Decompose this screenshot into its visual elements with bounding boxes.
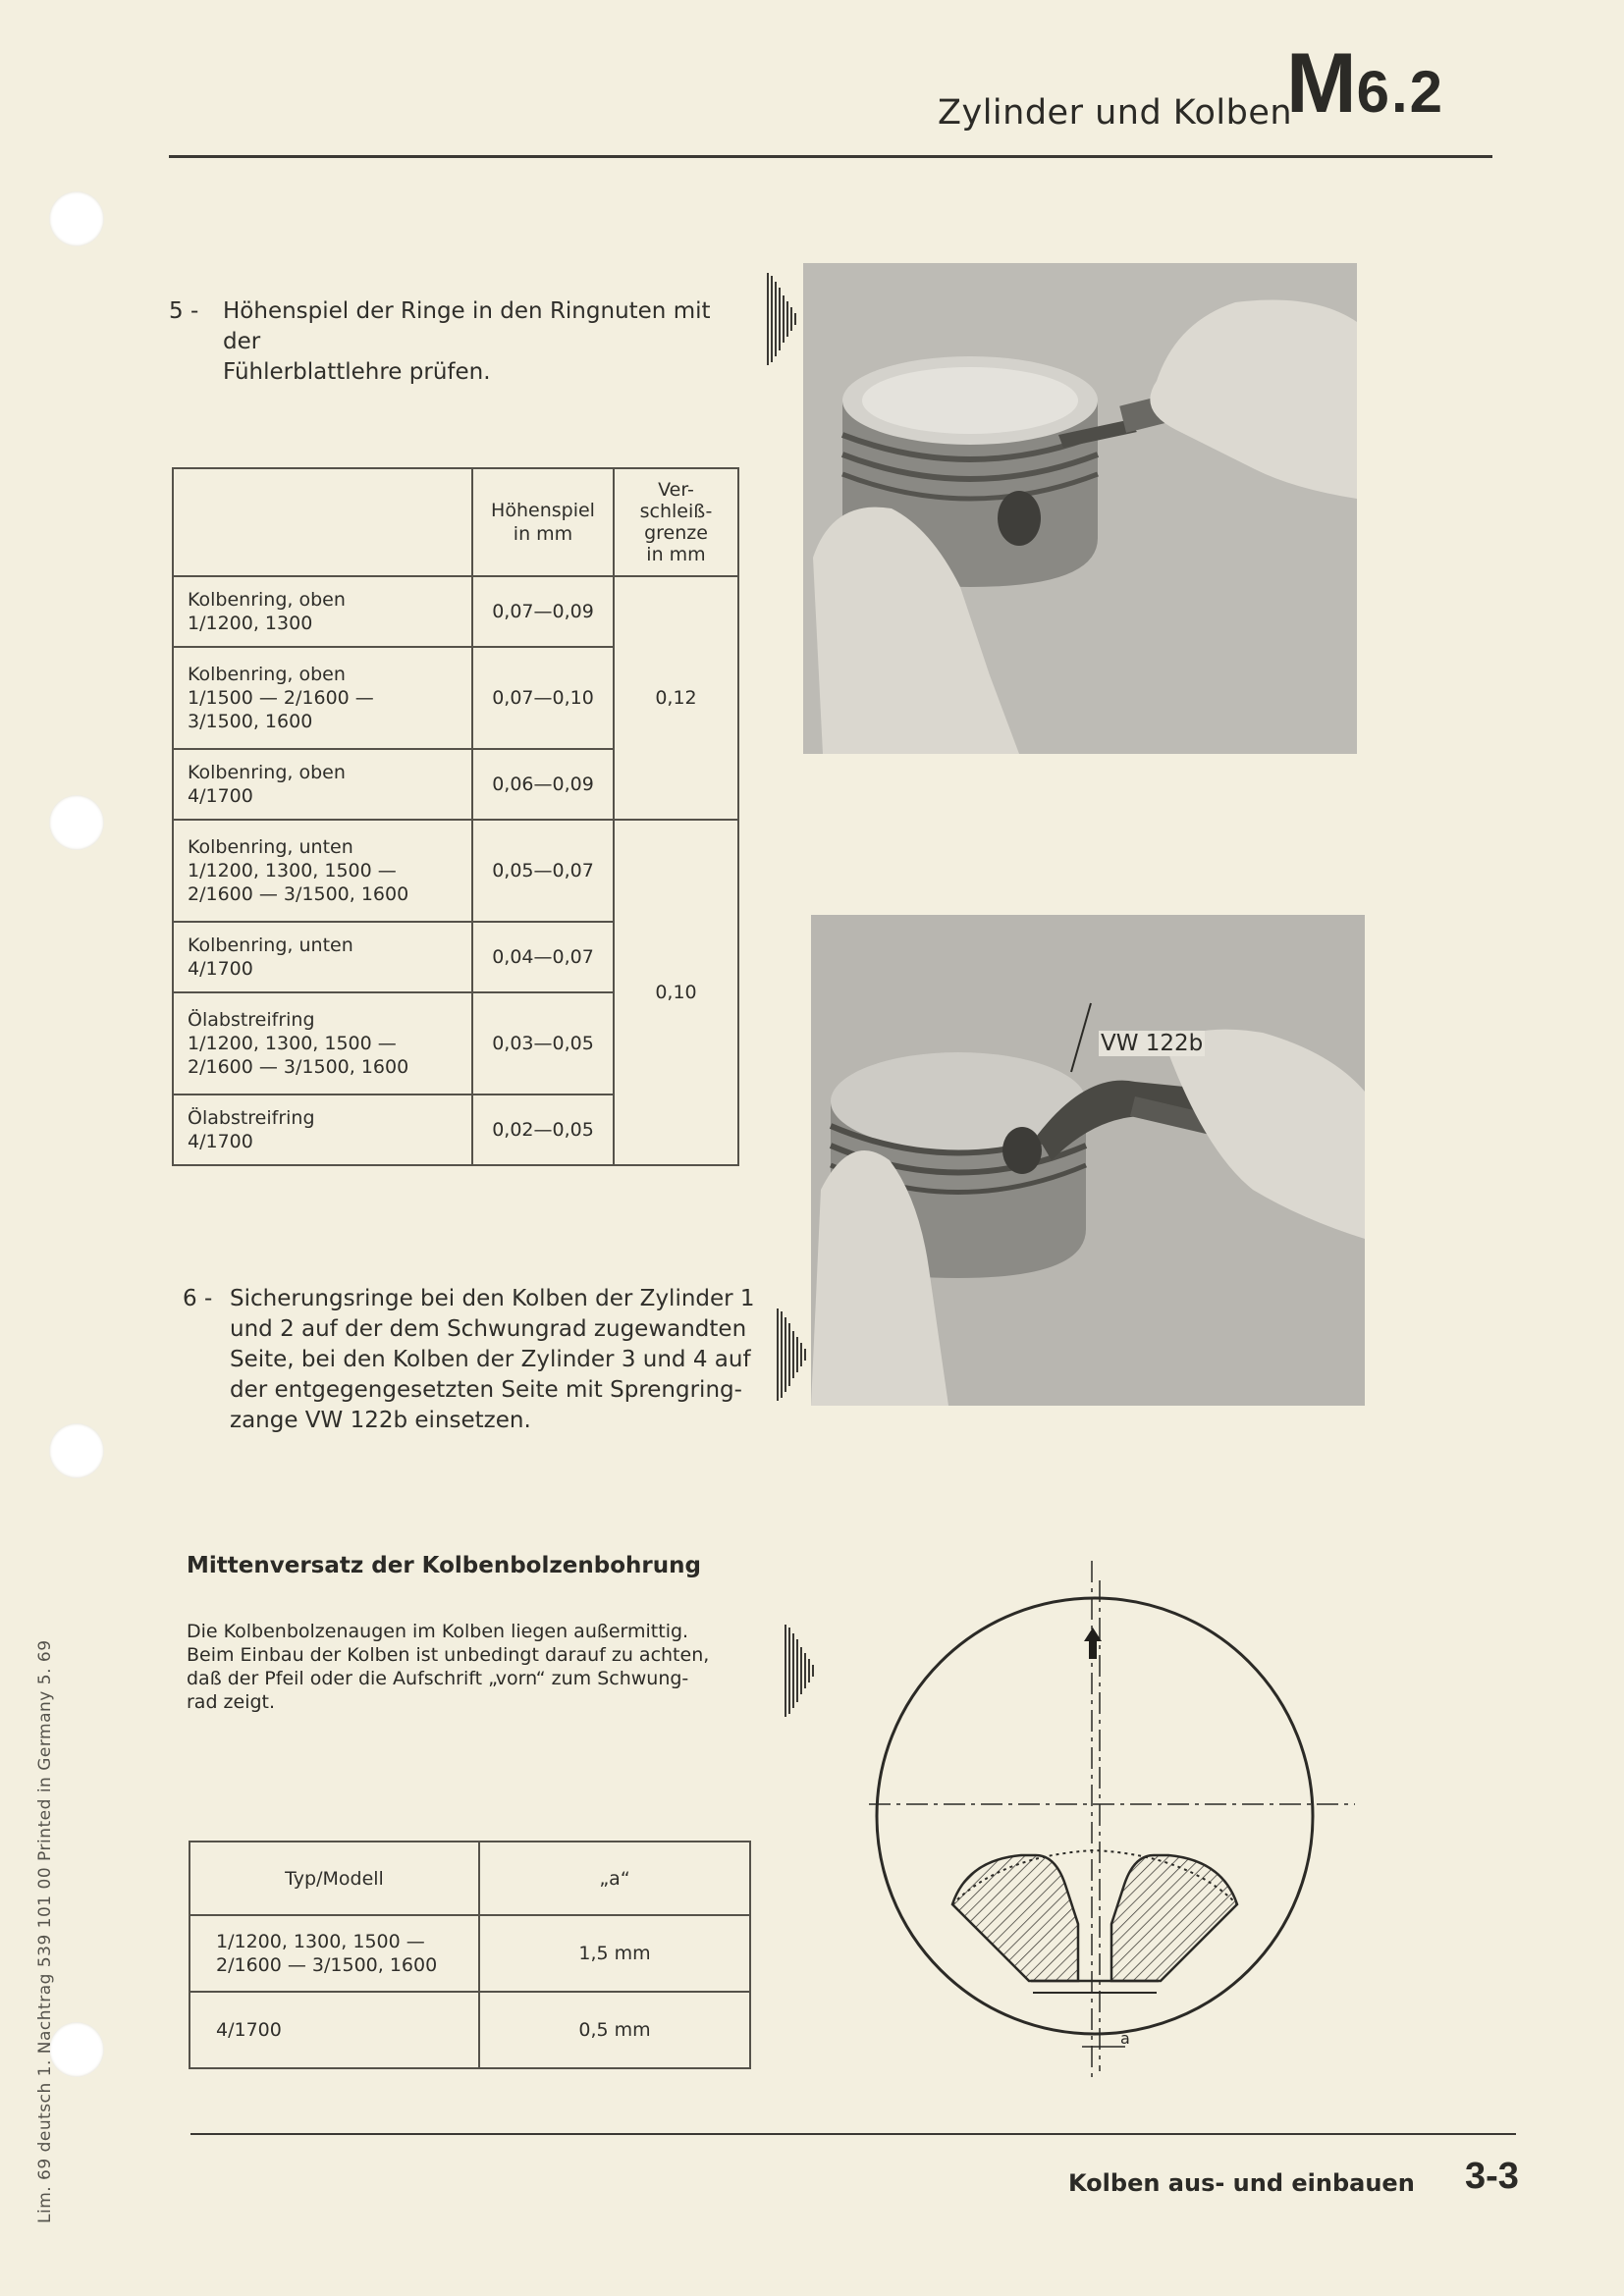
step-line: Fühlerblattlehre prüfen. bbox=[223, 359, 491, 385]
pointer-arrow-icon bbox=[766, 270, 801, 368]
section-code bbox=[1286, 36, 1445, 131]
table-row: 1/1200, 1300, 1500 — 2/1600 — 3/1500, 1600 1,5 mm bbox=[189, 1915, 750, 1992]
table-row: Ölabstreifring 4/1700 0,02—0,05 bbox=[173, 1095, 738, 1165]
col-header-wear-limit: Ver- schleiß- grenze in mm bbox=[614, 468, 738, 576]
page-title: Zylinder und Kolben bbox=[938, 93, 1293, 133]
table-row: Kolbenring, oben 1/1200, 1300 0,07—0,09 0,12 bbox=[173, 576, 738, 647]
wear-limit-cell: 0,12 bbox=[614, 576, 738, 820]
footer-title: Kolben aus- und einbauen bbox=[1068, 2169, 1415, 2197]
step-line: zange VW 122b einsetzen. bbox=[230, 1408, 531, 1433]
col-header-a: „a“ bbox=[479, 1842, 750, 1915]
punch-hole bbox=[49, 191, 104, 246]
section-heading: Mittenversatz der Kolbenbolzenbohrung bbox=[187, 1553, 701, 1578]
step-line: Sicherungsringe bei den Kolben der Zylinder 1 bbox=[230, 1286, 755, 1311]
step-number: 5 - bbox=[169, 298, 199, 324]
table-row: Kolbenring, oben 1/1500 — 2/1600 — 3/1500, 1600 0,07—0,10 bbox=[173, 647, 738, 749]
print-info-vertical: Lim. 69 deutsch 1. Nachtrag 539 101 00 Printed in Germany 5. 69 bbox=[35, 1639, 55, 2223]
piston-feeler-gauge-illustration bbox=[803, 263, 1357, 754]
table-corner bbox=[173, 468, 472, 576]
section-paragraph: Die Kolbenbolzenaugen im Kolben liegen außermittig. Beim Einbau der Kolben ist unbedingt darauf zu achten, daß der Pfeil oder die Aufschrift „vorn“ zum Schwung- rad zeigt. bbox=[187, 1621, 710, 1713]
section-code-main: M bbox=[1286, 36, 1357, 131]
table-row: Kolbenring, unten 4/1700 0,04—0,07 bbox=[173, 922, 738, 992]
photo-feeler-gauge bbox=[803, 263, 1357, 754]
piston-offset-diagram bbox=[864, 1561, 1453, 2081]
ring-clearance-table bbox=[172, 467, 739, 1166]
footer-rule bbox=[190, 2133, 1516, 2135]
step-text bbox=[223, 296, 748, 388]
photo-circlip-pliers bbox=[811, 915, 1365, 1406]
table-row: Ölabstreifring 1/1200, 1300, 1500 — 2/1600 — 3/1500, 1600 0,03—0,05 bbox=[173, 992, 738, 1095]
punch-hole bbox=[49, 2022, 104, 2077]
offset-table bbox=[189, 1841, 751, 2069]
pointer-arrow-icon bbox=[784, 1622, 819, 1720]
page-number: 3-3 bbox=[1465, 2156, 1519, 2197]
wear-limit-cell: 0,10 bbox=[614, 820, 738, 1165]
col-header-clearance: Höhenspiel in mm bbox=[472, 468, 614, 576]
header-rule bbox=[169, 155, 1492, 158]
piston-circlip-pliers-illustration bbox=[811, 915, 1365, 1406]
step-text bbox=[230, 1284, 772, 1436]
table-row: Kolbenring, oben 4/1700 0,06—0,09 bbox=[173, 749, 738, 820]
punch-hole bbox=[49, 1423, 104, 1478]
section-code-sub: 6.2 bbox=[1356, 59, 1445, 125]
step-number: 6 - bbox=[183, 1286, 213, 1311]
step-line: und 2 auf der dem Schwungrad zugewandten bbox=[230, 1316, 747, 1342]
step-line: Höhenspiel der Ringe in den Ringnuten mit der bbox=[223, 298, 711, 354]
punch-hole bbox=[49, 795, 104, 850]
dimension-label-a: a bbox=[1120, 2029, 1130, 2048]
table-row: 4/1700 0,5 mm bbox=[189, 1992, 750, 2068]
tool-label-vw122b: VW 122b bbox=[1101, 1031, 1204, 1056]
table-row: Kolbenring, unten 1/1200, 1300, 1500 — 2/1600 — 3/1500, 1600 0,05—0,07 0,10 bbox=[173, 820, 738, 922]
step-line: der entgegengesetzten Seite mit Sprengring- bbox=[230, 1377, 742, 1403]
col-header-model: Typ/Modell bbox=[189, 1842, 479, 1915]
step-line: Seite, bei den Kolben der Zylinder 3 und 4 auf bbox=[230, 1347, 751, 1372]
pointer-arrow-icon bbox=[776, 1306, 811, 1404]
